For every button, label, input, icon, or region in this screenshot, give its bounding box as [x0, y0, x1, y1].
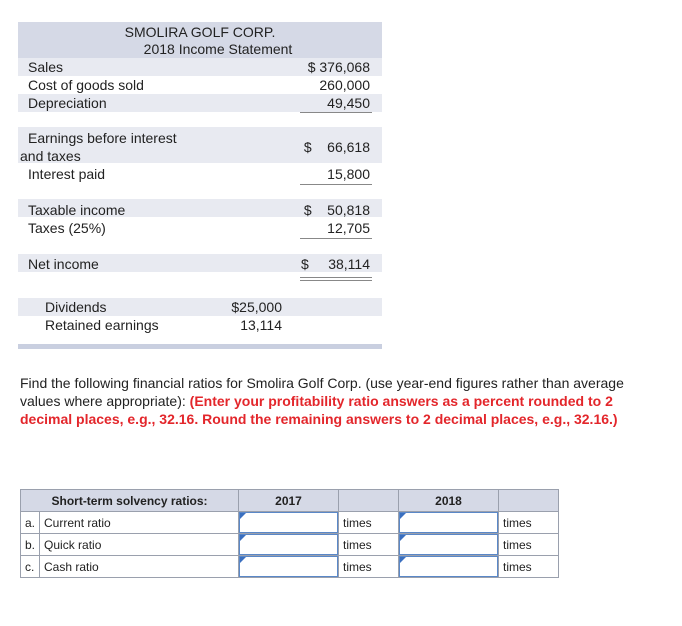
row-letter: c.: [21, 556, 40, 578]
depreciation-label: Depreciation: [28, 95, 107, 111]
unit-label: times: [499, 556, 559, 578]
cogs-value: 260,000: [319, 77, 370, 93]
sales-value: $ 376,068: [307, 59, 370, 75]
header-year-2017: 2017: [239, 490, 339, 512]
taxable-value: $ 50,818: [303, 202, 370, 218]
retained-earnings-value: 13,114: [240, 317, 282, 333]
depreciation-value: 49,450: [327, 95, 370, 111]
ebit-label-line1: Earnings before interest: [28, 130, 177, 146]
current-ratio-2017-input[interactable]: [239, 512, 338, 533]
ratio-table-header: [21, 490, 559, 512]
row-name: Current ratio: [40, 512, 239, 534]
row-letter: b.: [21, 534, 40, 556]
row-name: Cash ratio: [40, 556, 239, 578]
instructions-emphasis: (Enter your profitability ratio answers as a percent rounded to 2 decimal places, e.g., 32.16. Round the remaining answers to 2 decimal places, e.g., 32.16.): [20, 393, 618, 427]
row-letter: a.: [21, 512, 40, 534]
table-row: [21, 556, 559, 578]
header-ratios: Short-term solvency ratios:: [21, 490, 239, 512]
statement-bottom-rule: [18, 344, 382, 349]
company-name: SMOLIRA GOLF CORP.: [124, 24, 276, 40]
unit-label: times: [339, 534, 399, 556]
ebit-value: $ 66,618: [303, 139, 370, 155]
income-statement: [18, 22, 382, 352]
taxable-label: Taxable income: [28, 202, 126, 218]
dividends-value: $25,000: [231, 299, 282, 315]
unit-label: times: [499, 512, 559, 534]
taxes-value: 12,705: [327, 220, 370, 236]
cash-ratio-2018-input[interactable]: [399, 556, 498, 577]
unit-label: times: [499, 534, 559, 556]
unit-label: times: [339, 556, 399, 578]
cash-ratio-2017-input[interactable]: [239, 556, 338, 577]
sales-label: Sales: [28, 59, 64, 75]
header-year-2018: 2018: [399, 490, 499, 512]
unit-label: times: [339, 512, 399, 534]
interest-label: Interest paid: [28, 166, 106, 182]
current-ratio-2018-input[interactable]: [399, 512, 498, 533]
interest-value: 15,800: [327, 166, 370, 182]
statement-title: 2018 Income Statement: [143, 41, 293, 57]
table-row: [21, 512, 559, 534]
net-income-value: $ 38,114: [300, 256, 370, 272]
row-name: Quick ratio: [40, 534, 239, 556]
quick-ratio-2018-input[interactable]: [399, 534, 498, 555]
table-row: [21, 534, 559, 556]
ebit-label-line2: and taxes: [20, 148, 81, 164]
taxes-label: Taxes (25%): [28, 220, 106, 236]
cogs-label: Cost of goods sold: [28, 77, 144, 93]
net-income-label: Net income: [28, 256, 99, 272]
dividends-label: Dividends: [45, 299, 107, 315]
ratio-table: [20, 489, 559, 578]
instructions: [20, 374, 660, 428]
quick-ratio-2017-input[interactable]: [239, 534, 338, 555]
retained-earnings-label: Retained earnings: [45, 317, 159, 333]
instructions-text: Find the following financial ratios for Smolira Golf Corp. (use year-end figures rather than average values where appropriate):: [20, 375, 624, 409]
